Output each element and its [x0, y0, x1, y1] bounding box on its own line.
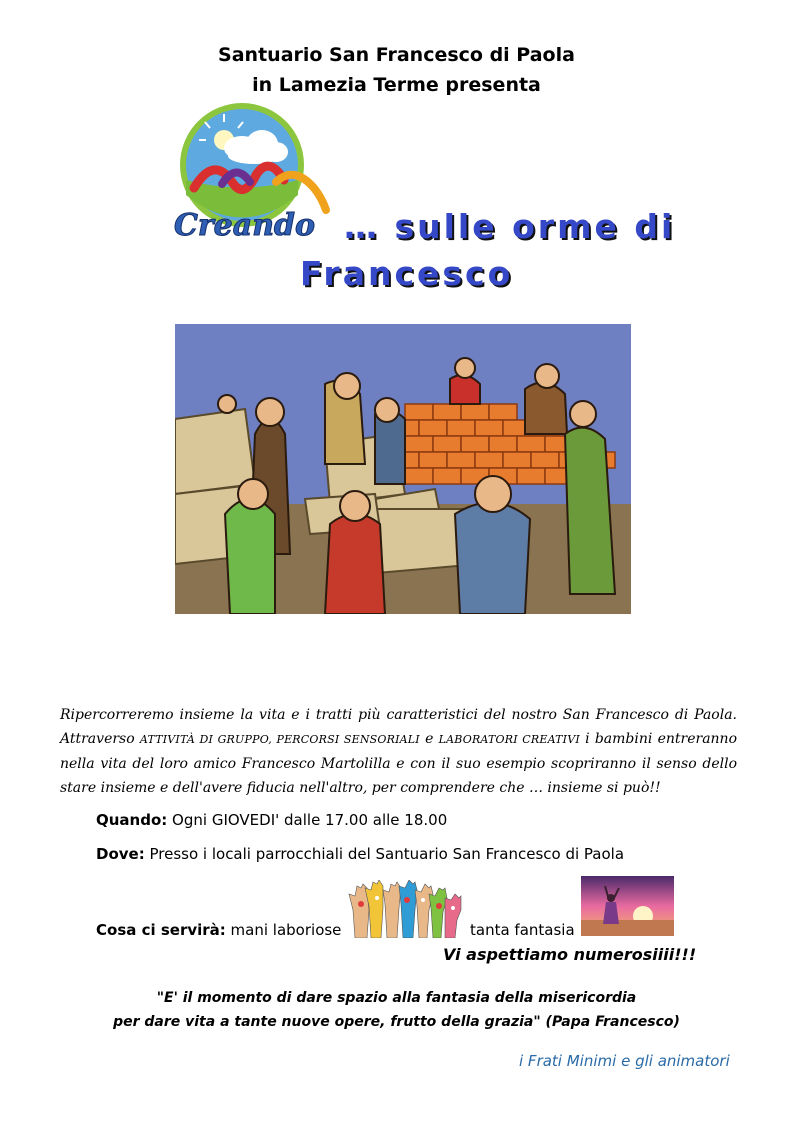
welcome-message: Vi aspettiamo numerosiiii!!! — [443, 945, 697, 964]
intro-labs: LABORATORI CREATIVI — [438, 733, 580, 746]
painted-hands-image — [347, 880, 463, 938]
when-line — [96, 811, 447, 829]
needs-label: Cosa ci servirà: — [96, 921, 226, 939]
intro-text-1: Ripercorreremo insieme la vita e i tratti più caratteristici del nostro San Francesco di Paola. Attraverso — [60, 707, 737, 747]
logo-text: Creando — [174, 208, 316, 243]
pope-quote — [0, 986, 793, 1034]
sunset-girl-image — [581, 876, 674, 936]
intro-activities: ATTIVITÀ DI GRUPPO, PERCORSI SENSORIALI — [139, 733, 420, 746]
intro-text-2: e — [419, 731, 439, 747]
title-line-1: … sulle orme di — [344, 207, 676, 246]
where-value: Presso i locali parrocchiali del Santuario San Francesco di Paola — [144, 845, 625, 863]
when-label: Quando: — [96, 811, 168, 829]
where-line — [96, 845, 624, 863]
quote-line-1: "E' il momento di dare spazio alla fantasia della misericordia — [156, 990, 637, 1006]
signature: i Frati Minimi e gli animatori — [519, 1052, 730, 1070]
needs-value: mani laboriose — [225, 921, 342, 939]
intro-text-3: i bambini entreranno nella vita del loro amico Francesco Martolilla e con il suo esempio scopriranno il senso dello stare insieme e dell'avere fiducia nell'altro, per comprendere che … insieme si può!! — [60, 731, 738, 796]
fantasy-text: tanta fantasia — [470, 921, 575, 939]
when-value: Ogni GIOVEDI' dalle 17.00 alle 18.00 — [167, 811, 448, 829]
title-line-2: Francesco — [300, 254, 514, 293]
intro-paragraph — [60, 703, 737, 800]
where-label: Dove: — [96, 845, 145, 863]
quote-line-2: per dare vita a tante nuove opere, frutto della grazia" (Papa Francesco) — [113, 1014, 680, 1030]
creando-logo — [164, 100, 334, 246]
presents-line: in Lamezia Terme presenta — [252, 74, 541, 96]
organizer-line: Santuario San Francesco di Paola — [218, 44, 575, 66]
needs-line — [96, 921, 341, 939]
builders-illustration — [175, 324, 631, 614]
